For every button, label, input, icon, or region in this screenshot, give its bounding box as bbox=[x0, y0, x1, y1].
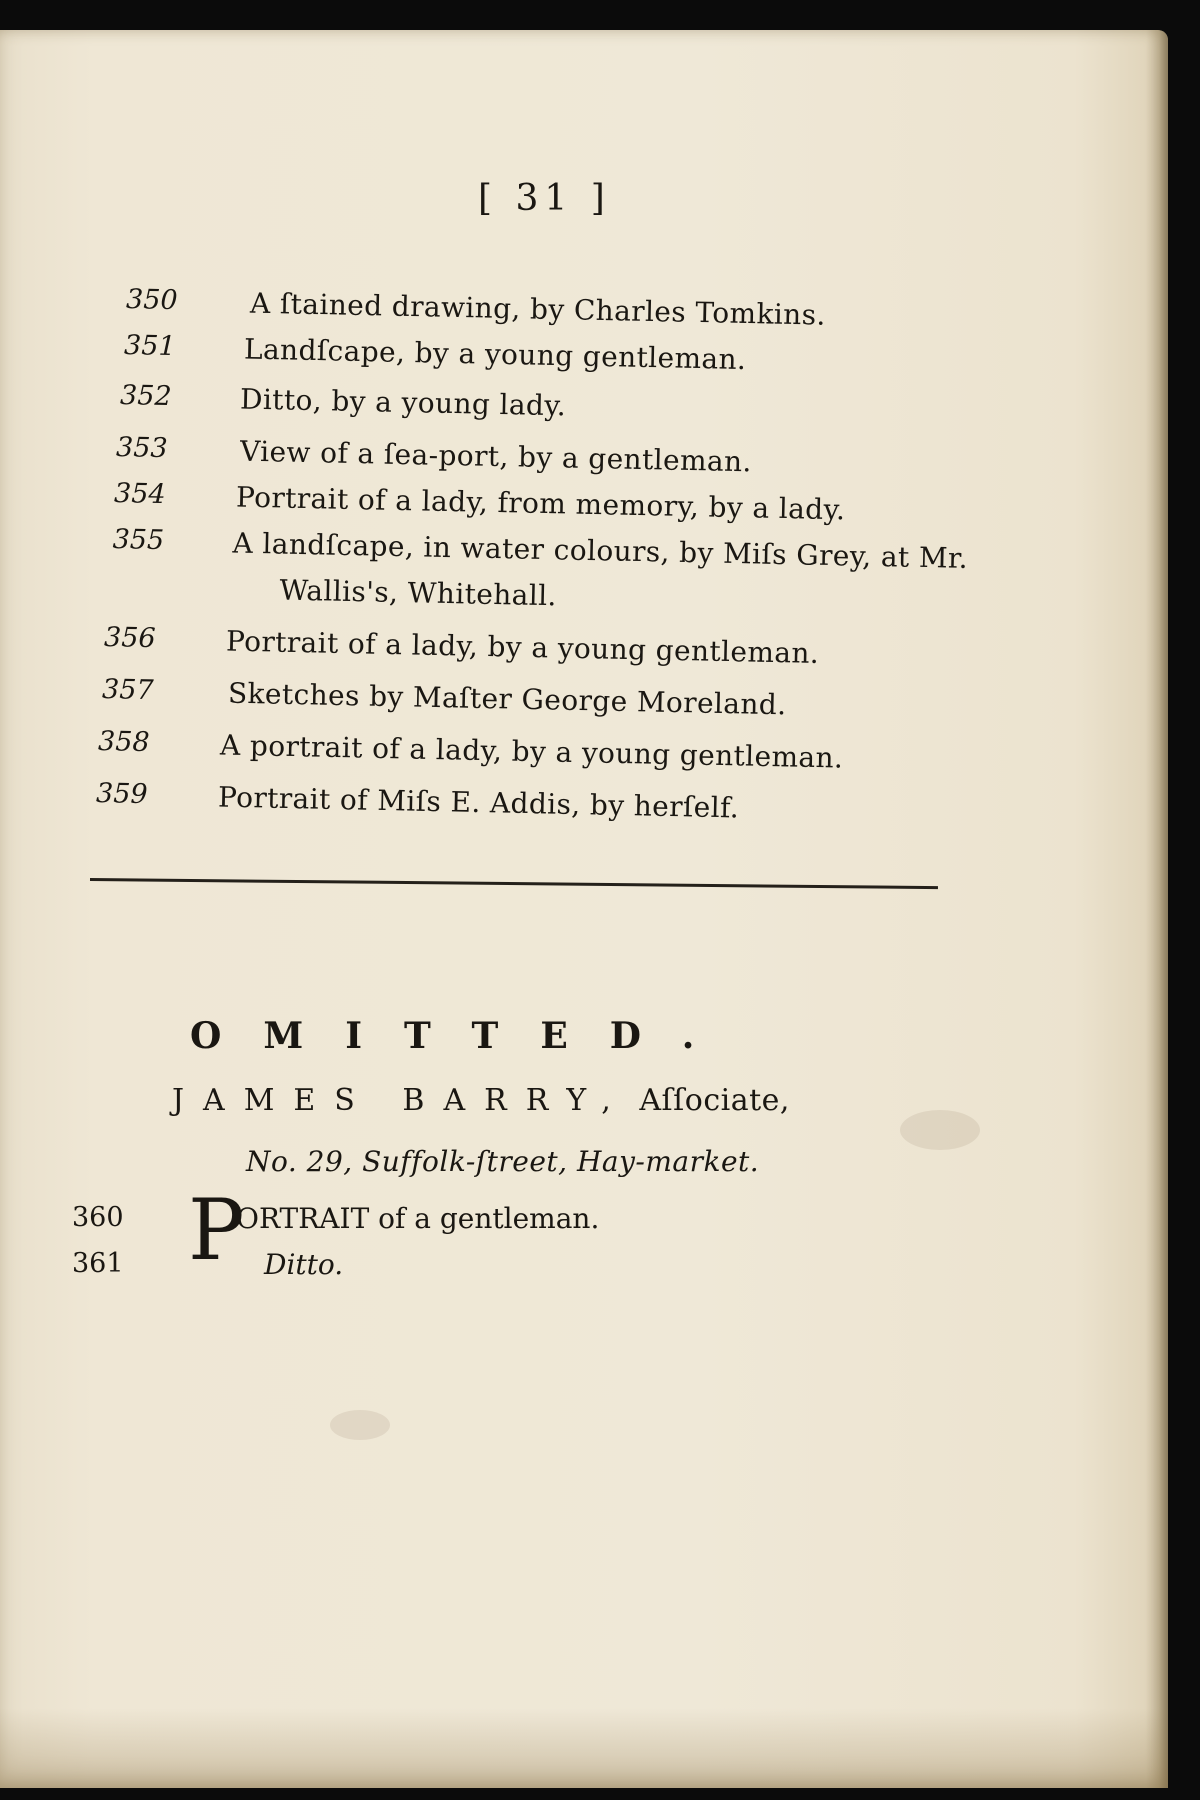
entry-text: A landſcape, in water colours, by Miſs Grey, at Mr. bbox=[232, 526, 969, 575]
artist-line bbox=[172, 1083, 790, 1118]
entry-number: 350 bbox=[125, 284, 178, 317]
entry-text: ORTRAIT of a gentleman. bbox=[236, 1202, 600, 1235]
catalogue-entry bbox=[111, 524, 973, 632]
entry-number: 352 bbox=[119, 380, 172, 413]
page-edge-shadow bbox=[1146, 30, 1168, 1788]
entry-text: Sketches by Maſter George Moreland. bbox=[227, 676, 787, 722]
drop-cap: P bbox=[188, 1181, 245, 1279]
entry-text-continuation: Wallis's, Whitehall. bbox=[279, 573, 558, 613]
omitted-entry bbox=[72, 1248, 772, 1288]
paper-stain bbox=[900, 1110, 980, 1150]
entry-text: Landſcape, by a young gentleman. bbox=[243, 332, 747, 377]
entry-number: 358 bbox=[97, 726, 150, 759]
artist-name: JAMES BARRY, bbox=[172, 1083, 630, 1118]
entry-number: 354 bbox=[113, 478, 166, 511]
entry-text: Ditto. bbox=[264, 1248, 344, 1281]
entry-number: 356 bbox=[103, 622, 156, 655]
entry-number: 360 bbox=[72, 1202, 124, 1233]
entry-text: Portrait of Miſs E. Addis, by herſelf. bbox=[217, 780, 740, 825]
entry-number: 359 bbox=[95, 778, 148, 811]
entry-text: Ditto, by a young lady. bbox=[239, 382, 567, 423]
artist-address: No. 29, Suffolk-ſtreet, Hay-market. bbox=[246, 1145, 760, 1178]
entry-text: A portrait of a lady, by a young gentleman. bbox=[219, 728, 844, 775]
entry-number: 361 bbox=[72, 1248, 124, 1279]
entry-number: 357 bbox=[101, 674, 154, 707]
entry-number: 353 bbox=[115, 432, 168, 465]
entry-number: 355 bbox=[112, 524, 165, 557]
entry-text: A ſtained drawing, by Charles Tomkins. bbox=[249, 286, 827, 332]
page-bottom-wear bbox=[0, 1708, 1168, 1788]
artist-role: Aſſociate, bbox=[639, 1083, 790, 1118]
entry-number: 351 bbox=[123, 330, 176, 363]
paper-stain bbox=[330, 1410, 390, 1440]
omitted-heading: OMITTED. bbox=[190, 1015, 737, 1057]
page-number: [ 31 ] bbox=[478, 178, 611, 219]
entry-text: Portrait of a lady, by a young gentleman. bbox=[225, 624, 820, 670]
entry-text: Portrait of a lady, from memory, by a lady. bbox=[235, 480, 846, 527]
entry-text: View of a ſea-port, by a gentleman. bbox=[239, 434, 753, 479]
